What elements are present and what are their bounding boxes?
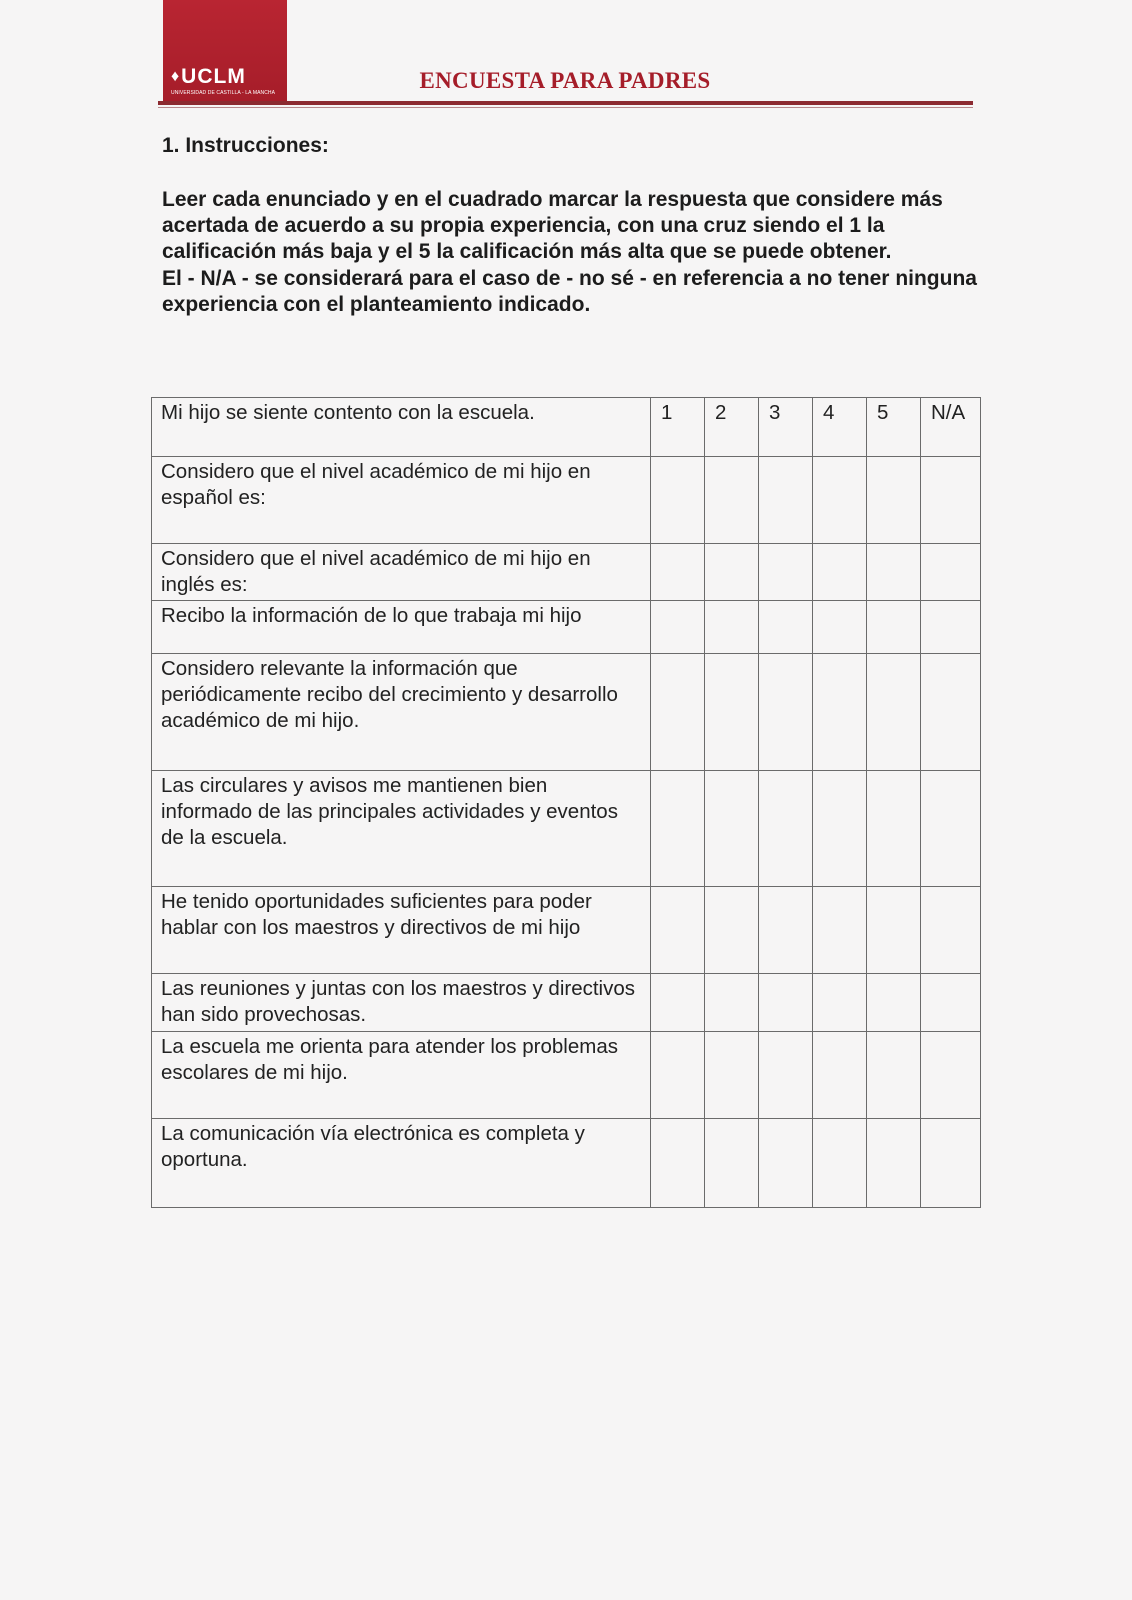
answer-box[interactable]: [813, 544, 867, 601]
answer-box[interactable]: [651, 654, 705, 771]
answer-box[interactable]: [651, 544, 705, 601]
instructions-text: [162, 187, 982, 318]
answer-box[interactable]: [867, 1032, 921, 1119]
option-header-4: 4: [813, 398, 867, 457]
answer-box[interactable]: [759, 544, 813, 601]
answer-box[interactable]: [651, 601, 705, 654]
answer-box[interactable]: [867, 1119, 921, 1208]
answer-box[interactable]: [705, 601, 759, 654]
answer-box[interactable]: [813, 1032, 867, 1119]
answer-box[interactable]: [813, 1119, 867, 1208]
answer-box[interactable]: [921, 887, 981, 974]
table-row: [152, 398, 981, 457]
answer-box[interactable]: [759, 887, 813, 974]
answer-box[interactable]: [651, 457, 705, 544]
table-row: [152, 771, 981, 887]
option-header-1: 1: [651, 398, 705, 457]
answer-box[interactable]: [867, 601, 921, 654]
answer-box[interactable]: [651, 887, 705, 974]
answer-box[interactable]: [921, 771, 981, 887]
answer-box[interactable]: [867, 544, 921, 601]
header-rule-thick: [158, 101, 973, 105]
answer-box[interactable]: [705, 1119, 759, 1208]
option-header-3: 3: [759, 398, 813, 457]
table-row: [152, 601, 981, 654]
answer-box[interactable]: [921, 1119, 981, 1208]
answer-box[interactable]: [705, 974, 759, 1032]
answer-box[interactable]: [867, 887, 921, 974]
uclm-logo: [163, 0, 287, 104]
question-cell: La escuela me orienta para atender los problemas escolares de mi hijo.: [152, 1032, 651, 1119]
answer-box[interactable]: [651, 974, 705, 1032]
answer-box[interactable]: [759, 974, 813, 1032]
survey-table: [151, 397, 981, 1208]
answer-box[interactable]: [867, 771, 921, 887]
answer-box[interactable]: [705, 544, 759, 601]
table-row: [152, 1032, 981, 1119]
logo-text: UCLM: [181, 65, 246, 88]
answer-box[interactable]: [705, 771, 759, 887]
instructions-paragraph-1: Leer cada enunciado y en el cuadrado marcar la respuesta que considere más acertada de acuerdo a su propia experiencia, con una cruz siendo el 1 la calificación más baja y el 5 la calificación más alta que se puede obtener.: [162, 188, 943, 264]
question-cell: La comunicación vía electrónica es completa y oportuna.: [152, 1119, 651, 1208]
answer-box[interactable]: [705, 654, 759, 771]
answer-box[interactable]: [921, 974, 981, 1032]
answer-box[interactable]: [813, 887, 867, 974]
answer-box[interactable]: [759, 1032, 813, 1119]
answer-box[interactable]: [705, 457, 759, 544]
logo-subtitle: UNIVERSIDAD DE CASTILLA - LA MANCHA: [171, 90, 276, 96]
table-row: [152, 1119, 981, 1208]
question-cell: Considero que el nivel académico de mi hijo en inglés es:: [152, 544, 651, 601]
answer-box[interactable]: [813, 654, 867, 771]
header-rule-thin: [158, 107, 973, 108]
table-row: [152, 887, 981, 974]
answer-box[interactable]: [813, 771, 867, 887]
answer-box[interactable]: [651, 1119, 705, 1208]
answer-box[interactable]: [921, 601, 981, 654]
answer-box[interactable]: [813, 601, 867, 654]
answer-box[interactable]: [867, 654, 921, 771]
question-cell: Las circulares y avisos me mantienen bien informado de las principales actividades y eventos de la escuela.: [152, 771, 651, 887]
table-row: [152, 974, 981, 1032]
document-title: ENCUESTA PARA PADRES: [419, 68, 711, 93]
answer-box[interactable]: [867, 457, 921, 544]
question-cell: Recibo la información de lo que trabaja mi hijo: [152, 601, 651, 654]
logo-symbol-icon: ♦: [171, 68, 181, 85]
answer-box[interactable]: [651, 771, 705, 887]
answer-box[interactable]: [921, 457, 981, 544]
option-header-5: 5: [867, 398, 921, 457]
answer-box[interactable]: [651, 1032, 705, 1119]
answer-box[interactable]: [705, 1032, 759, 1119]
answer-box[interactable]: [759, 457, 813, 544]
table-row: [152, 544, 981, 601]
answer-box[interactable]: [921, 544, 981, 601]
answer-box[interactable]: [705, 887, 759, 974]
answer-box[interactable]: [759, 601, 813, 654]
question-cell: Considero que el nivel académico de mi hijo en español es:: [152, 457, 651, 544]
answer-box[interactable]: [759, 771, 813, 887]
table-row: [152, 457, 981, 544]
question-cell: Mi hijo se siente contento con la escuela.: [152, 398, 651, 457]
answer-box[interactable]: [813, 974, 867, 1032]
question-cell: Considero relevante la información que periódicamente recibo del crecimiento y desarrollo académico de mi hijo.: [152, 654, 651, 771]
answer-box[interactable]: [921, 1032, 981, 1119]
option-header-na: N/A: [921, 398, 981, 457]
answer-box[interactable]: [813, 457, 867, 544]
answer-box[interactable]: [759, 1119, 813, 1208]
table-row: [152, 654, 981, 771]
answer-box[interactable]: [759, 654, 813, 771]
instructions-heading: 1. Instrucciones:: [162, 134, 329, 157]
instructions-paragraph-2: El - N/A - se considerará para el caso de - no sé - en referencia a no tener ninguna experiencia con el planteamiento indicado.: [162, 266, 977, 316]
question-cell: Las reuniones y juntas con los maestros y directivos han sido provechosas.: [152, 974, 651, 1032]
option-header-2: 2: [705, 398, 759, 457]
answer-box[interactable]: [867, 974, 921, 1032]
answer-box[interactable]: [921, 654, 981, 771]
question-cell: He tenido oportunidades suficientes para poder hablar con los maestros y directivos de mi hijo: [152, 887, 651, 974]
